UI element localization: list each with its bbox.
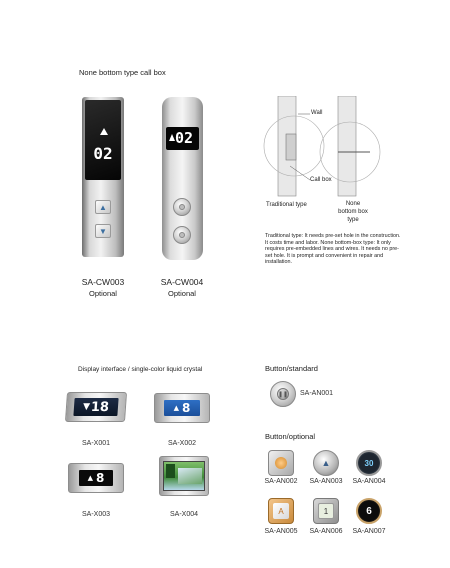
description-text: Traditional type: It needs pre-set hole in the construction. It costs time and labor. None bottom-box type: It only requires pre-embedded lines and wires. It needs no pre-set hole. It is prompt and convenient in repair and installation. [265, 233, 401, 266]
display-x002 [154, 393, 210, 423]
button-name: SA-AN007 [352, 528, 386, 535]
button-symbol: 30 [364, 458, 374, 468]
button-standard-title: Button/standard [265, 364, 318, 373]
color-screen [163, 461, 205, 491]
display-screen [79, 470, 113, 486]
display-x004 [159, 456, 209, 496]
call-box-screen [166, 127, 199, 150]
display-x001 [65, 392, 127, 422]
up-arrow-icon: ▲ [87, 474, 94, 482]
up-arrow-icon [100, 128, 108, 135]
call-box-cw003 [82, 97, 124, 257]
callbox-recessed [286, 134, 296, 160]
button-name: SA-AN006 [309, 528, 343, 535]
button-name: SA-AN002 [264, 478, 298, 485]
display-x003 [68, 463, 124, 493]
floor-panel [166, 464, 175, 478]
model-note: Optional [168, 289, 196, 298]
button-symbol: A [278, 506, 284, 516]
call-box-screen [85, 100, 121, 180]
traditional-label: Traditional type [266, 202, 307, 208]
down-triangle-icon: ▼ [99, 226, 107, 236]
standard-button[interactable] [270, 381, 296, 407]
floor-number: 8 [96, 471, 105, 485]
button-name: SA-AN005 [264, 528, 298, 535]
display-screen [164, 400, 200, 416]
display-name: SA-X003 [81, 511, 111, 518]
display-name: SA-X002 [167, 440, 197, 447]
floor-number: 18 [90, 399, 110, 415]
button-an003[interactable] [313, 450, 339, 476]
wall-nonbottom [338, 96, 356, 196]
button-an007[interactable] [356, 498, 382, 524]
button-symbol: 1 [323, 506, 329, 516]
display-name: SA-X001 [81, 440, 111, 447]
call-button-down[interactable] [173, 226, 191, 244]
model-name: SA-CW003 [81, 277, 125, 287]
button-dot-icon [179, 204, 185, 210]
display-name: SA-X004 [169, 511, 199, 518]
nonbottom-label: None bottom box type [338, 201, 368, 223]
up-triangle-icon: ▲ [99, 202, 107, 212]
floor-display: 02 [93, 144, 113, 163]
display-section-title: Display interface / single-color liquid crystal [78, 366, 203, 373]
wall-label: Wall [311, 110, 323, 116]
button-an002[interactable] [268, 450, 294, 476]
floor-display: 02 [175, 129, 194, 147]
button-face [318, 503, 334, 519]
down-button[interactable] [95, 224, 111, 238]
button-name: SA-AN004 [352, 478, 386, 485]
call-button-up[interactable] [173, 198, 191, 216]
button-an004[interactable] [356, 450, 382, 476]
button-name: SA-AN001 [300, 390, 334, 397]
button-symbol: 6 [366, 505, 372, 517]
media-panel [178, 468, 202, 484]
installation-diagram [258, 96, 408, 206]
button-optional-title: Button/optional [265, 432, 316, 441]
button-an006[interactable] [313, 498, 339, 524]
up-arrow-icon: ▲ [321, 458, 331, 468]
callbox-label: Call box [310, 177, 332, 183]
button-an005[interactable] [268, 498, 294, 524]
call-box-cw004 [162, 97, 203, 260]
down-arrow-icon: ▼ [82, 402, 91, 412]
model-note: Optional [89, 289, 117, 298]
floor-number: 8 [182, 401, 191, 415]
button-name: SA-AN003 [309, 478, 343, 485]
model-name: SA-CW004 [160, 277, 204, 287]
display-screen [73, 398, 118, 416]
section-title: None bottom type call box [79, 68, 166, 77]
button-dot-icon [179, 232, 185, 238]
up-arrow-icon: ▲ [173, 404, 180, 412]
button-face [273, 503, 289, 519]
double-arrow-icon: ❚❚ [277, 388, 289, 400]
amber-light-icon [275, 457, 287, 469]
up-button[interactable] [95, 200, 111, 214]
